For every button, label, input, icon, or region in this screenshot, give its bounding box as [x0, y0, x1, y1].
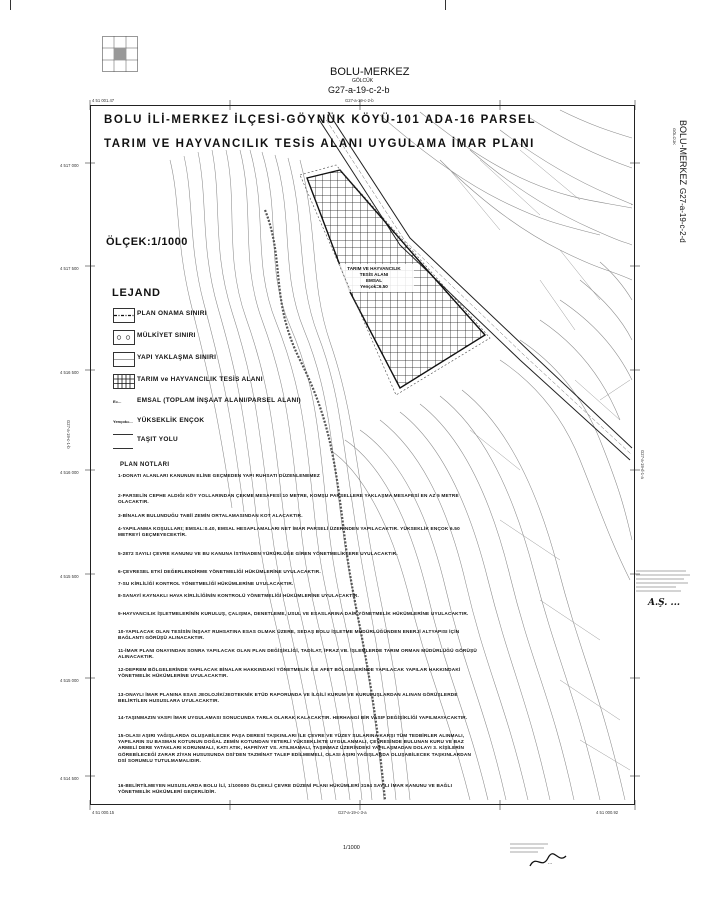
legend-label: EMSAL (TOPLAM İNŞAAT ALANI/PARSEL ALANI)	[137, 397, 302, 404]
coord-y5: 4 515 500	[60, 574, 79, 579]
parcel-label-line2: TESİS ALANI	[359, 272, 389, 277]
legend-label: YAPI YAKLAŞMA SINIRI	[137, 354, 217, 361]
coord-y4: 4 516 000	[60, 470, 79, 475]
plan-title-line2: TARIM VE HAYVANCILIK TESİS ALANI UYGULAMA İMAR PLANI	[104, 138, 535, 150]
plan-title-line1: BOLU İLİ-MERKEZ İLÇESİ-GÖYNÜK KÖYÜ-101 ADA-16 PARSEL	[104, 114, 537, 126]
legend-symbol-text: Yençok=...	[113, 415, 133, 428]
plan-note: 7-SU KİRLİLİĞİ KONTROL YÖNETMELİĞİ HÜKÜMLERİNE UYULACAKTIR.	[118, 581, 294, 586]
plan-notes-title: PLAN NOTLARI	[120, 462, 170, 468]
right-stamp-city: BOLU-MERKEZ	[678, 120, 688, 186]
crop-line	[10, 0, 11, 10]
plan-note: 3-BİNALAR BULUNDUĞU TABİİ ZEMİN ORTALAMASINDAN KOT ALACAKTIR.	[118, 513, 303, 518]
coord-y2: 4 517 500	[60, 266, 79, 271]
header-city: BOLU-MERKEZ	[330, 66, 410, 78]
coord-right-vertical: G27-a-19-d-1-a	[640, 450, 645, 479]
plan-note: 14-TAŞINMAZIN VASFI İMAR UYGULAMASI SONUCUNDA TARLA OLARAK KALACAKTIR. HERHANGİ BİR VASIF DEĞİŞİKLİĞİ YAPILMAYACAKTIR.	[118, 715, 468, 720]
coord-bottom-center: G27-a-19-c-3-a	[338, 810, 367, 815]
plan-note: 15-OLASI AŞIRI YAĞIŞLARDA OLUŞABİLECEK PAŞA DERESİ TAŞKINLARI İLE ÇEVRE VE YÜZEY SULARINA KARŞI TÜM TEDBİRLER ALINMALI, YAPILARIN SU BASMAN KOTUNUN DOĞAL ZEMİN KOTUNDAN YETERLİ YÜKSEKLİKTE UYGULANMALI, ÇEVRESİNDE BULUNAN KURU VE BAZ ARMELİ DERE YATAKLARI KORUNMALI, KATI ATIK, HAFRİYAT VS. ATILMAMALI, TAŞINMAZ ÜZERİNDEKİ YAPILAŞMADAN DOLAYI 3. KİŞİLERİN GÖREBİLECEĞİ ZARAR ZİYAN HUSUSUNDA DSİ'DEN TAZMİNAT TALEP EDİLMEMELİ, OLASI AŞIRI YAĞIŞLARDA OLUŞABİLECEK TAŞKINLARDAN DSİ SORUMLU TUTULMAMALIDIR.	[118, 733, 472, 763]
crop-line	[445, 0, 446, 10]
sheet-index-diagram	[102, 36, 138, 72]
legend-symbol-text: E=...	[113, 395, 133, 408]
parcel-label-line1: TARIM VE HAYVANCILIK	[347, 266, 401, 271]
plan-note: 6-ÇEVRESEL ETKİ DEĞERLENDİRME YÖNETMELİĞİ HÜKÜMLERİNE UYULACAKTIR.	[118, 569, 321, 574]
legend-label: YÜKSEKLİK ENÇOK	[137, 417, 205, 424]
right-stamp-sheet: G27-a-19-c-2-d	[678, 188, 687, 243]
footer-scale: 1/1000	[343, 845, 360, 851]
coord-y7: 4 514 500	[60, 776, 79, 781]
right-signature: A.Ş. ...	[648, 598, 680, 608]
plan-note: 11-İMAR PLANI ONAYINDAN SONRA YAPILACAK OLAN PLAN DEĞİŞİKLİĞİ, TADİLAT, İFRAZ VB. İŞLEMLERDE TARIM ORMAN MÜDÜRLÜĞÜ GÖRÜŞÜ ALINACAKTIR.	[118, 648, 478, 660]
plan-note: 1-DONATI ALANLARI KANUNUN ELİNE GEÇMEDEN YAPI RUHSATI DÜZENLENEMEZ	[118, 473, 320, 478]
legend-symbol-road	[113, 434, 133, 449]
scale-label: ÖLÇEK:1/1000	[106, 236, 188, 248]
header-sheet: G27-a-19-c-2-b	[328, 85, 390, 95]
legend-label: PLAN ONAMA SINIRI	[137, 310, 207, 317]
plan-note: 5-2872 SAYILI ÇEVRE KANUNU VE BU KANUNA İSTİNADEN YÜRÜRLÜĞE GİREN YÖNETMELİKLERE UYULACAKTIR.	[118, 551, 398, 556]
coord-bottom-left: 4 51 000.15	[92, 810, 115, 815]
parcel-area-label	[334, 266, 414, 290]
coord-y1: 4 517 000	[60, 163, 79, 168]
legend-symbol-setback	[113, 352, 135, 367]
coord-y6: 4 515 000	[60, 678, 79, 683]
legend-symbol-property-boundary	[113, 330, 135, 345]
coord-top-center: G27-a-19-c-2-b	[345, 98, 374, 103]
plan-note: 12-DEPREM BÖLGELERİNDE YAPILACAK BİNALAR HAKKINDAKİ YÖNETMELİK İLE AFET BÖLGELERİNDE YAPILACAK YAPILAR HAKKINDAKİ YÖNETMELİK HÜKÜMLERİNE UYULACAKTIR.	[118, 667, 461, 679]
parcel-label-line3: EMSAL	[365, 278, 383, 283]
legend-label: MÜLKİYET SINIRI	[137, 332, 196, 339]
plan-note: 16-BELİRTİLMEYEN HUSUSLARDA BOLU İLİ, 1/100000 ÖLÇEKLİ ÇEVRE DÜZENİ PLANI HÜKÜMLERİ 3194 SAYILI İMAR KANUNU VE BAĞLI YÖNETMELİK HÜKÜMLERİ GEÇERLİDİR.	[118, 783, 453, 795]
legend-label: TAŞIT YOLU	[137, 436, 179, 443]
legend-label: TARIM ve HAYVANCILIK TESİS ALANI	[137, 376, 263, 383]
plan-note: 9-HAYVANCILIK İŞLETMELERİNİN KURULUŞ, ÇALIŞMA, DENETLEME, USUL VE ESASLARINA DAİR YÖNETMELİK HÜKÜMLERİNE UYULACAKTIR.	[118, 611, 469, 616]
parcel-label-line4: Yençok=6.50	[360, 284, 388, 289]
plan-note: 10-YAPILACAK OLAN TESİSİN İNŞAAT RUHSATINA ESAS OLMAK ÜZERE, SEDAŞ BOLU İŞLETME MÜDÜRLÜĞÜNDEN ENERJİ ALTYAPISI İÇİN BAĞLANTI GÖRÜŞÜ ALINACAKTIR.	[118, 629, 460, 641]
footer-signature: ...	[548, 860, 553, 866]
plan-note: 4-YAPILANMA KOŞULLARI; EMSAL:0.40, EMSAL HESAPLAMALARI NET İMAR PARSELİ ÜZERİNDEN YAPILACAKTIR. YÜKSEKLİK ENÇOK 6.50 METREYİ GEÇMEYECEKTİR.	[118, 526, 460, 538]
legend-symbol-plan-boundary	[113, 308, 135, 323]
coord-y3: 4 516 500	[60, 370, 79, 375]
header-district: GÖLCÜK	[352, 78, 374, 84]
legend-symbol-grid-hatch	[113, 374, 135, 389]
coord-left-vertical: G27-a-19-c-1-b	[66, 420, 71, 449]
plan-note: 2-PARSELİN CEPHE ALDIĞI KÖY YOLLARINDAN ÇEKME MESAFESİ 10 METRE, KOMŞU PARSELLERE YAKLAŞMA MESAFESİ EN AZ 5 METRE OLACAKTIR.	[118, 493, 459, 505]
right-stamp-district: GÖLCÜK	[672, 128, 677, 145]
plan-note: 8-SANAYİ KAYNAKLI HAVA KİRLİLİĞİNİN KONTROLÜ YÖNETMELİĞİ HÜKÜMLERİNE UYULACAKTIR.	[118, 593, 359, 598]
coord-bottom-right: 4 51 000.92	[596, 810, 619, 815]
coord-top-left: 4 51 001.47	[92, 98, 115, 103]
legend-title: LEJAND	[112, 287, 161, 299]
plan-note: 13-ONAYLI İMAR PLANINA ESAS JEOLOJİK/JEOTEKNİK ETÜD RAPORUNDA VE İLGİLİ KURUM VE KURULUŞLARDAN ALINAN GÖRÜŞLERDE BELİRTİLEN HUSUSLARA UYULACAKTIR.	[118, 692, 458, 704]
footer-stamp	[508, 840, 570, 872]
